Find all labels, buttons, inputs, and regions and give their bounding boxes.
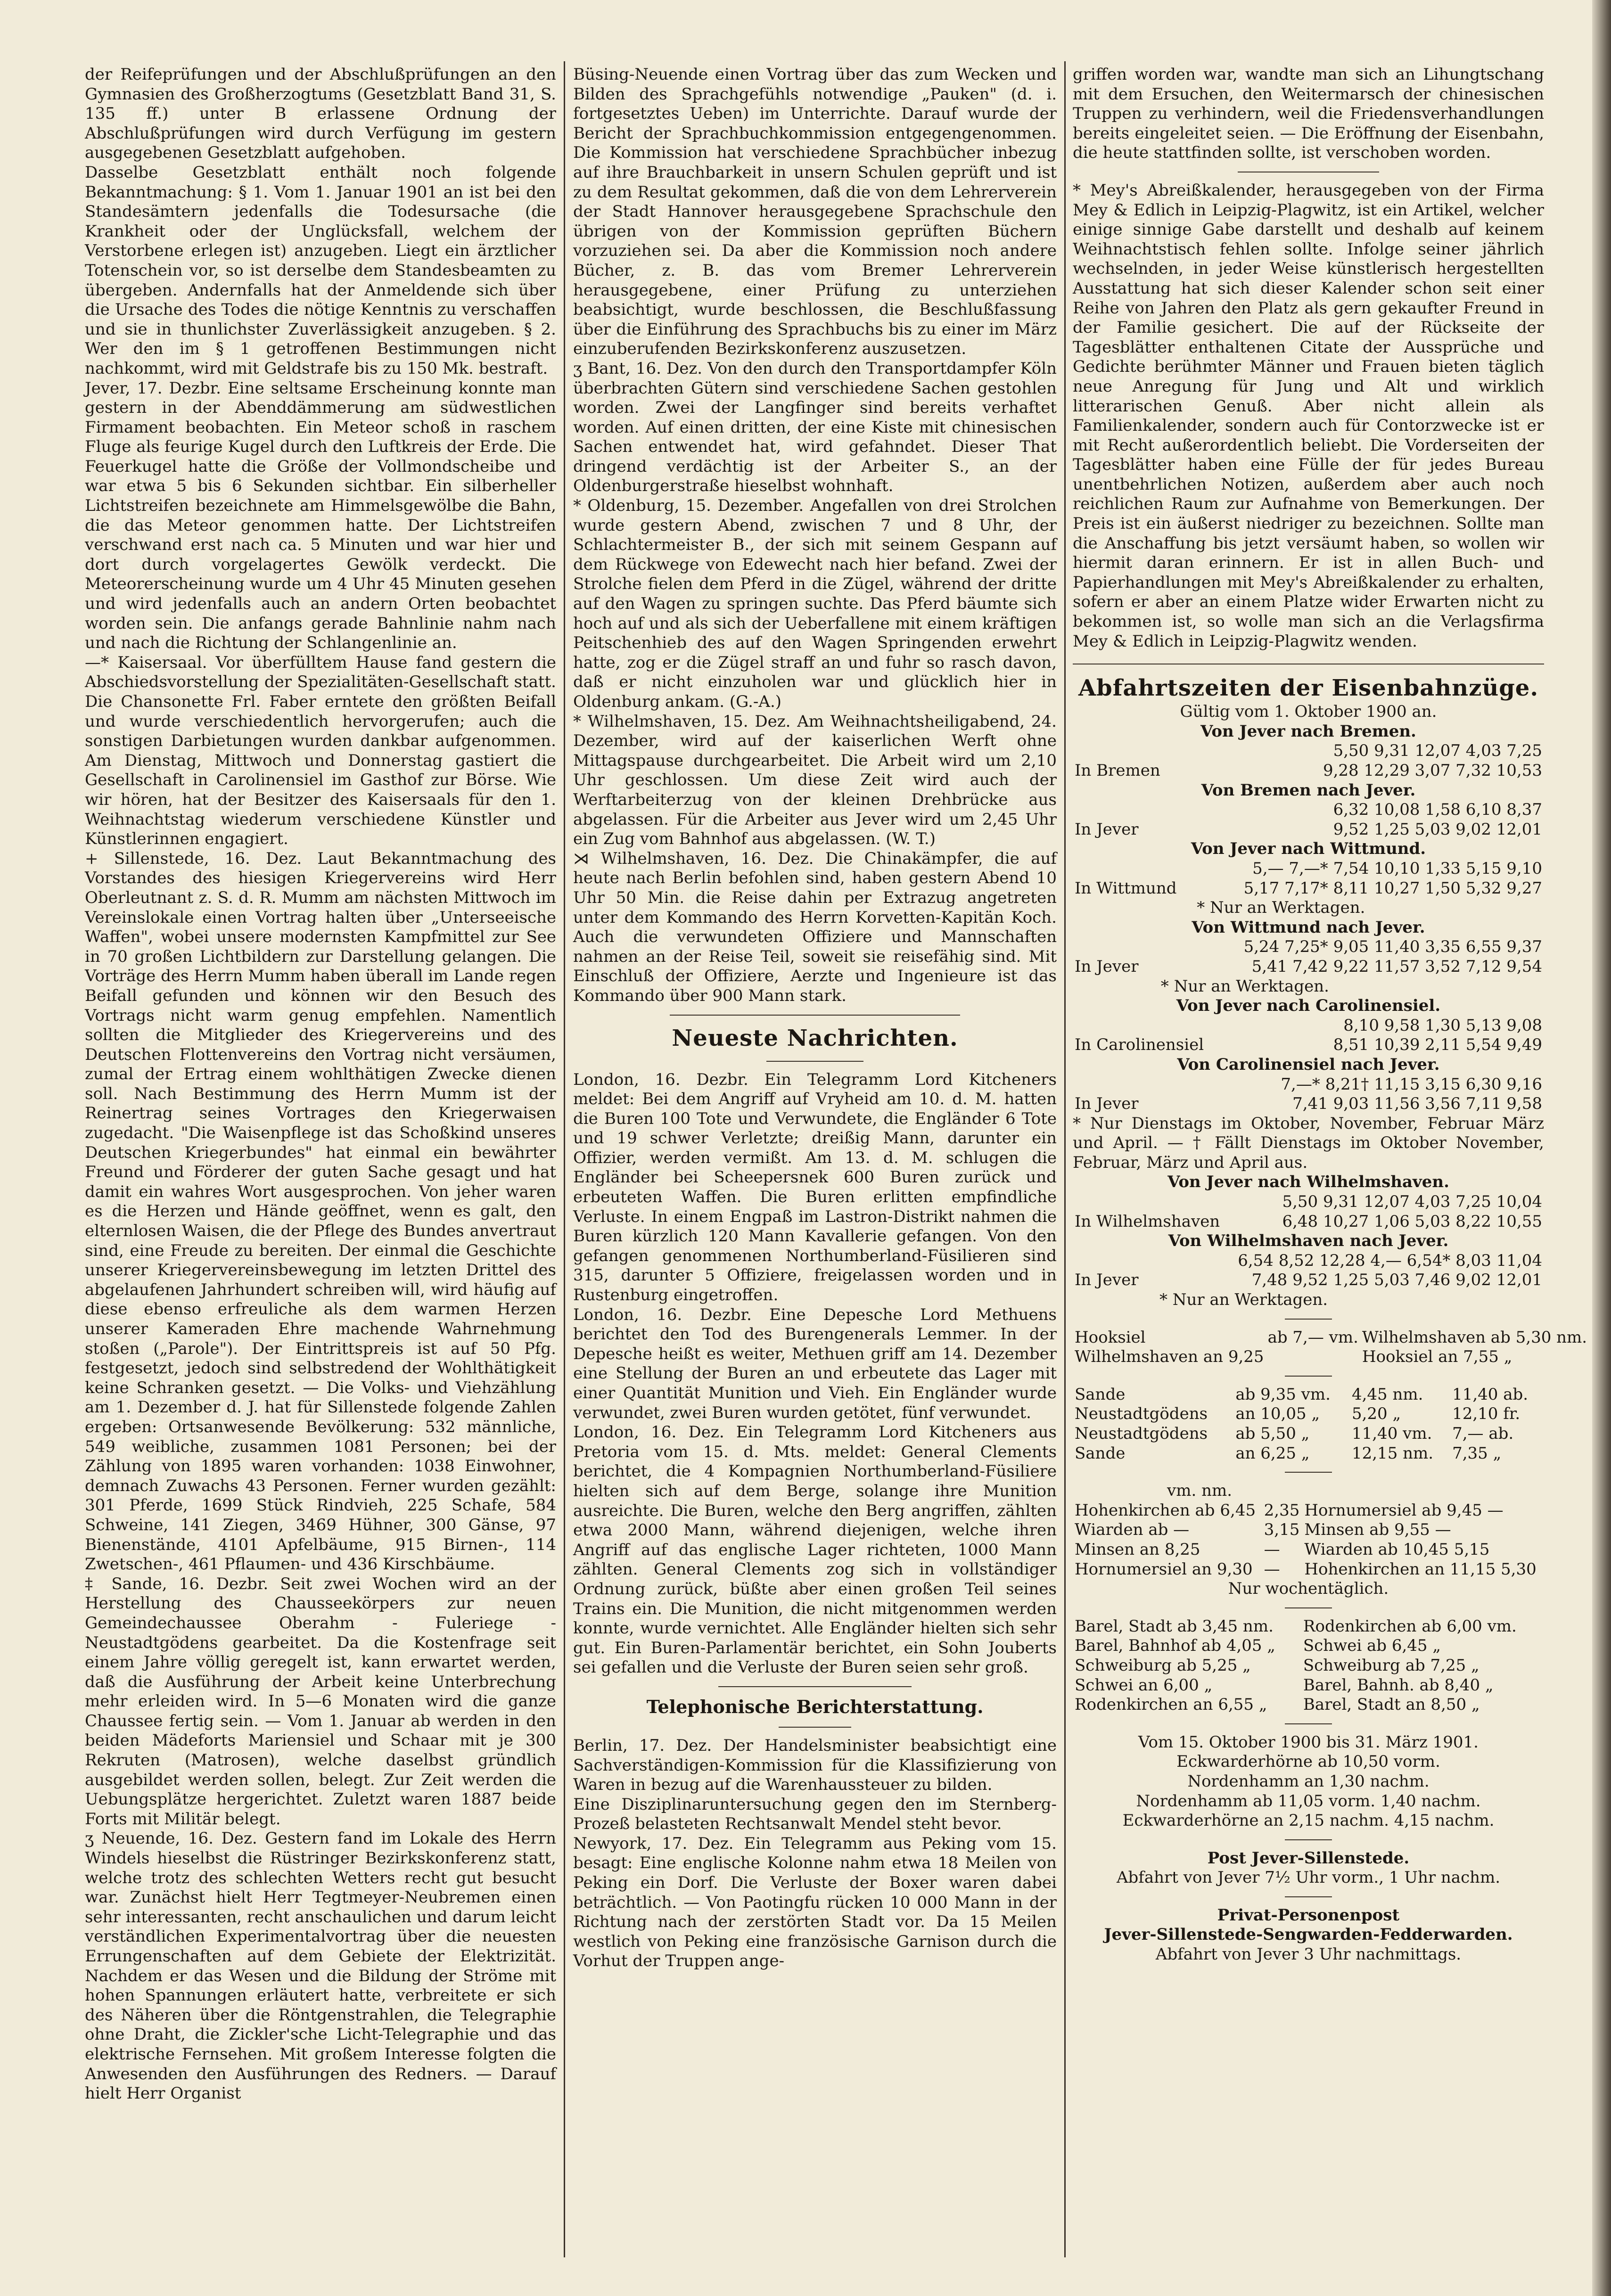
timetable-route-heading: Von Carolinensiel nach Jever.: [1177, 1055, 1440, 1074]
article-paragraph: Büsing-Neuende einen Vortrag über das zum Wecken und Bilden des Sprachgefühls notwendige „Pauken" (d. i. fortgesetztes Ueben) im Unterrichte. Darauf wurde der Bericht der Sprachbuchkommission entgegengenommen. Die Kommission hat verschiedene Sprachbücher inbezug auf ihre Brauchbarkeit in unsern Schulen geprüft und ist zu dem Resultat gekommen, daß die von dem Lehrerverein der Stadt Hannover herausgegebene Sprachschule den übrigen von der Kommission geprüften Büchern vorzuziehen sei. Da aber die Kommission noch andere Bücher, z. B. das vom Bremer Lehrerverein herausgegebene, einer Prüfung zu unterziehen beabsichtigt, wurde beschlossen, die Beschlußfassung über die Einführung des Sprachbuchs bis zu einer im März einzuberufenden Bezirkskonferenz auszusetzen.: [573, 65, 1057, 359]
timetable-rows: [1073, 1251, 1544, 1310]
station: [1073, 1290, 1158, 1310]
times: 4,45 nm.: [1351, 1385, 1423, 1404]
timetable-route-heading: Von Bremen nach Jever.: [1201, 780, 1416, 800]
times: ab 5,50 „: [1235, 1424, 1310, 1443]
timetable-valid: Gültig vom 1. Oktober 1900 an.: [1180, 702, 1437, 722]
column-3: [1073, 65, 1587, 1965]
times: 5,17 7,17* 8,11 10,27 1,50 5,32 9,27: [1243, 878, 1542, 898]
times: Hornumersiel an 9,30: [1075, 1559, 1253, 1579]
times: ab 7,— vm.: [1267, 1328, 1358, 1347]
station: In Jever: [1075, 957, 1139, 976]
times: 8,10 9,58 1,30 5,13 9,08: [1343, 1016, 1542, 1035]
times: Schweiburg ab 7,25 „: [1303, 1656, 1479, 1675]
times: Schwei an 6,00 „: [1075, 1675, 1213, 1695]
timetable-section: [1073, 996, 1544, 1055]
station: Neustadtgödens: [1075, 1424, 1208, 1443]
times: Hooksiel an 7,55 „: [1362, 1347, 1512, 1367]
station: [1073, 1251, 1158, 1271]
times: 6,48 10,27 1,06 5,03 8,22 10,55: [1282, 1212, 1542, 1231]
station: In Bremen: [1075, 761, 1160, 780]
timetable-section: [1073, 781, 1544, 840]
timetable-route-heading: Von Wilhelmshaven nach Jever.: [1168, 1231, 1449, 1251]
times: 7,—* 8,21† 11,15 3,15 6,30 9,16: [1281, 1074, 1542, 1094]
timetable-section: [1073, 1231, 1544, 1310]
column-rule-1: [564, 61, 565, 2257]
werktaeglich-note: Nur wochentäglich.: [1228, 1579, 1389, 1599]
eckwarden-line: Eckwarderhörne ab 10,50 vorm.: [1176, 1752, 1440, 1771]
privat-heading: Privat-Personenpost: [1217, 1905, 1400, 1925]
station: [1073, 937, 1159, 957]
article-oldenburg: * Oldenburg, 15. Dezember. Angefallen von drei Strolchen wurde gestern Abend, zwischen 7 und 8 Uhr, der Schlachtermeister B., der sich mit seinem Gespann auf dem Rückwege von Edewecht nach hier befand. Zwei der Strolche fielen dem Pferd in die Zügel, während der dritte auf den Wagen zu springen suchte. Das Pferd bäumte sich hoch auf und als sich der Ueberfallene mit einem kräftigen Peitschenhieb des auf den Wagen Springenden erwehrt hatte, zog er die Zügel straff an und fuhr so rasch davon, daß er nicht einzuholen war und glücklich hier in Oldenburg ankam. (G.-A.): [573, 496, 1057, 711]
times: 11,40 ab.: [1452, 1385, 1529, 1404]
station: [1073, 1075, 1168, 1095]
station: Sande: [1075, 1385, 1126, 1404]
barel-table: [1073, 1617, 1544, 1715]
footnote: * Nur an Werktagen.: [1160, 976, 1329, 996]
section-divider: [1285, 1319, 1332, 1320]
times: 7,— ab.: [1452, 1424, 1514, 1443]
section-divider: [1285, 1376, 1332, 1377]
footnote: * Nur an Werktagen.: [1159, 1290, 1328, 1310]
section-divider: [670, 1015, 960, 1016]
times: Wiarden ab —: [1075, 1520, 1190, 1540]
article-paragraph: Dasselbe Gesetzblatt enthält noch folgende Bekanntmachung: § 1. Vom 1. Januar 1901 an ist bei den Standesämtern jedenfalls die Todesursache (die Krankheit oder der Unglücksfall, welchem der Verstorbene erlegen ist) anzugeben. Liegt ein ärztlicher Totenschein vor, so ist derselbe dem Standesbeamten zu übergeben. Andernfalls hat der Anmeldende sich über die Ursache des Todes die nötige Kenntnis zu verschaffen und sie in thunlichster Zuverlässigkeit anzugeben. § 2. Wer den im § 1 getroffenen Bestimmungen nicht nachkommt, wird mit Geldstrafe bis zu 150 Mk. bestraft.: [85, 163, 556, 378]
station: Sande: [1075, 1443, 1126, 1463]
timetable-section: [1073, 918, 1544, 996]
footnote: * Nur an Werktagen.: [1197, 898, 1365, 918]
station: Wilhelmshaven an 9,25: [1075, 1347, 1264, 1367]
section-heading-telephonische: Telephonische Berichterstattung.: [646, 1696, 984, 1717]
eckwarden-line: Vom 15. Oktober 1900 bis 31. März 1901.: [1138, 1732, 1479, 1752]
times: 7,48 9,52 1,25 5,03 7,46 9,02 12,01: [1251, 1271, 1542, 1290]
times: 5,24 7,25* 9,05 11,40 3,35 6,55 9,37: [1243, 937, 1542, 957]
timetable: [1073, 722, 1587, 1965]
station: [1073, 898, 1195, 918]
privat-route: Jever-Sillenstede-Sengwarden-Fedderwarden.: [1104, 1925, 1513, 1944]
eckwarden-line: Nordenhamm an 1,30 nachm.: [1187, 1771, 1430, 1791]
times: 3,15: [1264, 1520, 1300, 1540]
timetable-route-heading: Von Jever nach Carolinensiel.: [1176, 996, 1441, 1016]
station: [1073, 859, 1195, 879]
times: Barel, Bahnh. ab 8,40 „: [1303, 1675, 1494, 1695]
station: In Wilhelmshaven: [1075, 1212, 1220, 1231]
times: Barel, Stadt an 8,50 „: [1303, 1695, 1480, 1714]
station: [1073, 1016, 1254, 1036]
station: In Carolinensiel: [1075, 1035, 1204, 1055]
station: [1073, 1192, 1243, 1212]
times: 11,40 vm.: [1351, 1424, 1432, 1443]
article-bant: ʒ Bant, 16. Dez. Von den durch den Transportdampfer Köln überbrachten Gütern sind verschiedene Sachen gestohlen worden. Zwei der Langfinger sind bereits verhaftet worden. Auf einen dritten, der eine Kiste mit chinesischen Sachen entwendet hat, wird gefahndet. Dieser That dringend verdächtig ist der Arbeiter S., an der Oldenburgerstraße hieselbst wohnhaft.: [573, 359, 1057, 496]
post-line: Abfahrt von Jever 7½ Uhr vorm., 1 Uhr nachm.: [1116, 1868, 1501, 1887]
times: —: [1264, 1540, 1280, 1559]
station: Neustadtgödens: [1075, 1404, 1208, 1424]
times: 5,50 9,31 12,07 4,03 7,25 10,04: [1282, 1192, 1542, 1212]
article-mey-abreisskalender: * Mey's Abreißkalender, herausgegeben von der Firma Mey & Edlich in Leipzig-Plagwitz, ist ein Artikel, welcher einige sinnige Gabe darstellt und deshalb auf keinem Weihnachtstisch fehlen sollte. Infolge seiner jährlich wechselnden, in jeder Weise künstlerisch hergestellten Ausstattung hat sich dieser Kalender schon seit einer Reihe von Jahren den Platz als gern gekaufter Freund in der Familie gesichert. Die auf der Rückseite der Tagesblätter enthaltenen Citate der Aussprüche und Gedichte berühmter Männer und Frauen bieten täglich neue Anregung für Jung und Alt und wirklich litterarischen Genuß. Aber nicht allein als Familienkalender, sondern auch für Contorzwecke ist er mit Recht außerordentlich beliebt. Die Vorderseiten der Tagesblätter haben eine Fülle der für jedes Bureau unentbehrlichen Notizen, außerdem aber auch noch reichlichen Raum zur Aufnahme von Bemerkungen. Der Preis ist ein äußerst niedriger zu bezeichnen. Sollte man die Anschaffung bis jetzt versäumt haben, so wollen wir hiermit daran erinnern. Er ist in allen Buch- und Papierhandlungen mit Mey's Abreißkalender zu erhalten, sofern er aber an einem Platze wider Erwarten nicht zu bekommen ist, so wolle man sich an die Verlagsfirma Mey & Edlich in Leipzig-Plagwitz wenden.: [1073, 180, 1544, 651]
times: Schweiburg ab 5,25 „: [1075, 1656, 1251, 1675]
station: Hooksiel: [1075, 1328, 1146, 1347]
times: Rodenkirchen an 6,55 „: [1075, 1695, 1267, 1714]
times: 7,35 „: [1452, 1443, 1502, 1463]
timetable-route-heading: Von Jever nach Wittmund.: [1191, 839, 1426, 859]
article-kaisersaal: —* Kaisersaal. Vor überfülltem Hause fand gestern die Abschiedsvorstellung der Spezialitäten-Gesellschaft statt. Die Chansonette Frl. Faber erntete den größten Beifall und wurde verschiedentlich hervorgerufen; auch die sonstigen Darbietungen wurden dankbar aufgenommen. Am Dienstag, Mittwoch und Donnerstag gastiert die Gesellschaft in Carolinensiel im Gasthof zur Börse. Wie wir hören, hat der Besitzer des Kaisersaals für den 1. Weihnachtstag wiederum verschiedene Künstler und Künstlerinnen engagiert.: [85, 653, 556, 849]
timetable-route-heading: Von Wittmund nach Jever.: [1192, 918, 1425, 937]
section-divider: [1285, 1839, 1332, 1840]
hooksiel-table: [1073, 1328, 1589, 1367]
station: In Jever: [1075, 1094, 1139, 1114]
post-heading: Post Jever-Sillenstede.: [1207, 1848, 1410, 1868]
times: 5,41 7,42 9,22 11,57 3,52 7,12 9,54: [1251, 957, 1542, 976]
section-divider: [1285, 1472, 1332, 1473]
station: [1073, 741, 1208, 761]
times: Barel, Stadt ab 3,45 nm.: [1075, 1616, 1274, 1636]
hohenkirchen-table: [1073, 1501, 1544, 1579]
timetable-rows: [1073, 1016, 1544, 1055]
column-rule-2: [1064, 61, 1066, 2257]
station: In Wittmund: [1075, 878, 1177, 898]
timetable-rows: [1073, 859, 1544, 918]
station: [1073, 800, 1186, 820]
times: an 10,05 „: [1235, 1404, 1320, 1424]
timetable-rows: [1073, 1075, 1544, 1114]
section-divider: [1285, 1896, 1332, 1897]
times: 12,15 nm.: [1351, 1443, 1434, 1463]
news-newyork: Newyork, 17. Dez. Ein Telegramm aus Peking vom 15. besagt: Eine englische Kolonne nahm etwa 18 Meilen von Peking ein Dorf. Die Verluste der Boxer waren dabei beträchtlich. — Von Paotingfu rücken 10 000 Mann in der Richtung nach der zerstörten Stadt vor. Da 15 Meilen westlich von Peking eine französische Garnison durch die Vorhut der Truppen ange-: [573, 1834, 1057, 1971]
section-divider: [766, 1061, 863, 1062]
times: [1266, 1347, 1360, 1367]
page-edge-shadow: [1592, 0, 1611, 2296]
times: 6,32 10,08 1,58 6,10 8,37: [1333, 800, 1542, 820]
timetable-section: [1073, 722, 1544, 781]
times: ab 9,35 vm.: [1235, 1385, 1331, 1404]
times: an 6,25 „: [1235, 1443, 1310, 1463]
times: 7,41 9,03 11,56 3,56 7,11 9,58: [1292, 1094, 1542, 1114]
column-1: [85, 65, 556, 2104]
times: 6,54 8,52 12,28 4,— 6,54* 8,03 11,04: [1238, 1251, 1542, 1270]
times: 8,51 10,39 2,11 5,54 9,49: [1333, 1035, 1542, 1055]
station: [1073, 977, 1159, 997]
timetable-rows: [1073, 800, 1544, 839]
article-paragraph: griffen worden war, wandte man sich an Lihungtschang mit dem Ersuchen, den Weitermarsch der chinesischen Truppen zu verhindern, weil die Friedensverhandlungen bereits eingeleitet seien. — Die Eröffnung der Eisenbahn, die heute stattfinden sollte, ist verschoben worden.: [1073, 65, 1544, 163]
news-london-2: London, 16. Dezbr. Eine Depesche Lord Methuens berichtet den Tod des Burengenerals Lemmer. In der Depesche heißt es weiter, Methuen griff am 14. Dezember eine Stellung der Buren an und erbeutete das Lager mit einer Quantität Munition und Vieh. Ein Engländer wurde verwundet, zwei Buren wurden getötet, fünf verwundet.: [573, 1305, 1057, 1422]
news-london-1: London, 16. Dezbr. Ein Telegramm Lord Kitcheners meldet: Bei dem Angriff auf Vryheid am 10. d. M. hatten die Buren 100 Tote und Verwundete, die Engländer 6 Tote und 19 schwer Verletzte; dreißig Mann, darunter ein Offizier, werden vermißt. Am 13. d. M. schlugen die Engländer bei Scheepersnek 600 Buren zurück und erbeuteten Waffen. Die Buren erlitten empfindliche Verluste. In einem Engpaß im Lastron-Distrikt nahmen die Buren kürzlich 120 Mann Kavallerie gefangen. Von den gefangen genommenen Northumberland-Füsilieren sind 315, darunter 5 Offiziere, freigelassen worden und in Rustenburg eingetroffen.: [573, 1070, 1057, 1305]
station: In Jever: [1075, 820, 1139, 839]
times: Minsen ab 9,55 —: [1304, 1520, 1451, 1540]
section-divider: [779, 1727, 851, 1728]
article-paragraph: der Reifeprüfungen und der Abschlußprüfungen an den Gymnasien des Großherzogtums (Gesetzblatt Band 31, S. 135 ff.) unter B erlassene Ordnung der Abschlußprüfungen wird durch Verfügung im gestern ausgegebenen Gesetzblatt aufgehoben.: [85, 65, 556, 163]
timetable-rows: [1073, 1192, 1544, 1231]
sande-table: [1073, 1385, 1544, 1463]
article-sande: ‡ Sande, 16. Dezbr. Seit zwei Wochen wird an der Herstellung des Chausseekörpers zur neuen Gemeindechaussee Oberahm - Fuleriege - Neustadtgödens gearbeitet. Da die Kostenfrage seit einem Jahre völlig geregelt ist, kann erwartet werden, daß die Ausführung der Arbeit keine Unterbrechung mehr erleiden wird. In 5—6 Monaten wird die ganze Chaussee fertig sein. — Vom 1. Januar ab werden in den beiden Mädeforts Mariensiel und Schaar mit je 300 Rekruten (Matrosen), welche daselbst gründlich ausgebildet werden sollen, belegt. Zur Zeit werden die Uebungsplätze hergerichtet. Zuletzt waren 1887 beide Forts mit Militär belegt.: [85, 1574, 556, 1829]
times: Barel, Bahnhof ab 4,05 „: [1075, 1636, 1275, 1656]
times: Hohenkirchen an 11,15 5,30: [1304, 1559, 1537, 1579]
times: —: [1264, 1559, 1280, 1579]
timetable-title: Abfahrtszeiten der Eisenbahnzüge.: [1078, 675, 1539, 702]
article-sillenstede: + Sillenstede, 16. Dez. Laut Bekanntmachung des Vorstandes des hiesigen Kriegervereins wird Herr Oberleutnant z. S. d. R. Mumm am nächsten Mittwoch im Vereinslokale einen Vortrag halten über „Unterseeische Waffen", wobei unsere modernsten Kampfmittel zur See in 70 großen Lichtbildern zur Darstellung gelangen. Die Vorträge des Herrn Mumm haben überall im Lande regen Beifall gefunden und können wir den Besuch des Vortrags nicht warm genug empfehlen. Namentlich sollten die Mitglieder des Kriegervereins und des Deutschen Flottenvereins den Vortrag nicht versäumen, zumal der Ertrag einem wohlthätigen Zwecke dienen soll. Nach Bestimmung des Herrn Mumm ist der Reinertrag seines Vortrages den Kriegerwaisen zugedacht. "Die Waisenpflege ist das Schoßkind unseres Deutschen Kriegerbundes" hat einmal ein bewährter Freund und Förderer der guten Sache gesagt und hat damit ein wahres Wort ausgesprochen. Von jeher waren es die Herzen und Hände geöffnet, wenn es galt, den elternlosen Waisen, die der Pflege des Bundes anvertraut sind, eine Freude zu bereiten. Der einmal die Geschichte unserer Kriegervereinsbewegung im letzten Drittel des abgelaufenen Jahrhundert schreiben will, wird häufig auf diese ebenso erfreuliche als dem warmen Herzen unserer Kameraden Ehre machende Wahrnehmung stoßen („Parole"). Der Eintrittspreis ist auf 50 Pfg. festgesetzt, jedoch sind selbstredend der Wohlthätigkeit keine Schranken gesetzt. — Die Volks- und Viehzählung am 1. Dezember d. J. hat für Sillenstede folgende Zahlen ergeben: Ortsanwesende Bevölkerung: 532 männliche, 549 weibliche, zusammen 1081 Personen; bei der Zählung von 1895 waren vorhanden: 1038 Einwohner, demnach Zuwachs 43 Personen. Ferner wurden gezählt: 301 Pferde, 1699 Stück Rindvieh, 225 Schafe, 584 Schweine, 141 Ziegen, 3469 Hühner, 300 Gänse, 97 Bienenstände, 4101 Apfelbäume, 915 Birnen-, 114 Zwetschen-, 461 Pflaumen- und 436 Kirschbäume.: [85, 849, 556, 1574]
times: Minsen an 8,25: [1075, 1540, 1200, 1559]
timetable-section: [1073, 1173, 1544, 1231]
article-wilhelmshaven: * Wilhelmshaven, 15. Dez. Am Weihnachtsheiligabend, 24. Dezember, wird auf der kaiserlichen Werft ohne Mittagspause durchgearbeitet. Die Arbeit wird um 2,10 Uhr geschlossen. Um diese Zeit wird auch der Werftarbeiterzug von der kleinen Drehbrücke aus abgelassen. Für die Arbeiter aus Jever wird um 2,45 Uhr ein Zug vom Bahnhof aus abgelassen. (W. T.): [573, 712, 1057, 849]
station: In Jever: [1075, 1271, 1139, 1290]
times: Wilhelmshaven ab 5,30 nm.: [1362, 1328, 1587, 1347]
news-berlin: Berlin, 17. Dez. Der Handelsminister beabsichtigt eine Sachverständigen-Kommission für die Klassifizierung von Waren in bezug auf die Warenhaussteuer zu bilden.: [573, 1736, 1057, 1795]
footnote: * Nur Dienstags im Oktober, November, Februar März und April. — † Fällt Dienstags im Oktober November, Februar, März und April aus.: [1073, 1114, 1544, 1172]
timetable-route-heading: Von Jever nach Bremen.: [1200, 722, 1416, 741]
article-jever-meteor: Jever, 17. Dezbr. Eine seltsame Erscheinung konnte man gestern in der Abenddämmerung am südwestlichen Firmament beobachten. Ein Meteor schoß in raschem Fluge als feurige Kugel durch den Luftkreis der Erde. Die Feuerkugel hatte die Größe der Vollmondscheibe und war etwa 5 bis 6 Sekunden sichtbar. Ein silberheller Lichtstreifen bezeichnete am Himmelsgewölbe die Bahn, die das Meteor genommen hatte. Der Lichtstreifen verschwand erst nach ca. 5 Minuten und war hier und dort durch vorgelagertes Gewölk verdeckt. Die Meteorerscheinung wurde um 4 Uhr 45 Minuten gesehen und wird jedenfalls auch an andern Orten beobachtet worden sein. Die anfangs gerade Bahnlinie nahm nach und nach die Richtung der Schlangenlinie an.: [85, 378, 556, 653]
column-2: [573, 65, 1057, 1971]
timetable-section: [1073, 1055, 1544, 1173]
section-divider: [1285, 1723, 1332, 1724]
times: 2,35: [1264, 1501, 1300, 1520]
timetable-rows: [1073, 741, 1544, 780]
times: 12,10 fr.: [1452, 1404, 1521, 1424]
news-london-3: London, 16. Dez. Ein Telegramm Lord Kitcheners aus Pretoria vom 15. d. Mts. meldet: General Clements berichtet, die 4 Kompagnien Northumberland-Füsiliere hielten sich auf dem Berge, solange ihre Munition ausreichte. Die Buren, welche den Berg angriffen, zählten etwa 2000 Mann, während diejenigen, welche ihren Angriff auf das englische Lager richteten, 1000 Mann zählten. General Clements zog sich in vollständiger Ordnung zurück, büßte aber einen großen Teil seines Trains ein. Die Munition, die nicht mitgenommen werden konnte, wurde vernichtet. Alle Engländer hielten sich sehr gut. Ein Buren-Parlamentär berichtet, ein Sohn Jouberts sei gefallen und die Verluste der Buren seien sehr groß.: [573, 1423, 1057, 1677]
times: Rodenkirchen ab 6,00 vm.: [1303, 1616, 1517, 1636]
times: Hohenkirchen ab 6,45: [1075, 1501, 1256, 1520]
section-divider: [718, 1686, 912, 1687]
eckwarden-line: Eckwarderhörne an 2,15 nachm. 4,15 nachm.: [1122, 1811, 1495, 1830]
times: 5,20 „: [1351, 1404, 1401, 1424]
section-heading-neueste-nachrichten: Neueste Nachrichten.: [672, 1025, 958, 1051]
timetable-route-heading: Von Jever nach Wilhelmshaven.: [1167, 1173, 1449, 1192]
times: Hornumersiel ab 9,45 —: [1304, 1501, 1504, 1520]
article-neuende: ʒ Neuende, 16. Dez. Gestern fand im Lokale des Herrn Windels hieselbst die Rüstringer Bezirkskonferenz statt, welche trotz des schlechten Wetters recht gut besucht war. Zunächst hielt Herr Tegtmeyer-Neubremen einen sehr interessanten, recht anschaulichen und darum leicht verständlichen Experimentalvortrag über die neuesten Errungenschaften auf dem Gebiete der Elektrizität. Nachdem er das Wesen und die Bildung der Ströme mit hohen Spannungen erläutert hatte, verbreitete er sich des Näheren über die Röntgenstrahlen, die Telegraphie ohne Draht, die Zickler'sche Licht-Telegraphie und das elektrische Fernsehen. Mit großem Interesse folgten die Anwesenden den Ausführungen des Redners. — Darauf hielt Herr Organist: [85, 1829, 556, 2103]
news-paragraph: Eine Disziplinaruntersuchung gegen den im Sternberg-Prozeß belasteten Rechtsanwalt Mendel steht bevor.: [573, 1795, 1057, 1834]
section-divider: [1285, 1607, 1332, 1608]
timetable-section: [1073, 839, 1544, 918]
timetable-rows: [1073, 937, 1544, 996]
times: Wiarden ab 10,45 5,15: [1304, 1540, 1490, 1559]
times: 5,— 7,—* 7,54 10,10 1,33 5,15 9,10: [1252, 859, 1542, 878]
times: Schwei ab 6,45 „: [1303, 1636, 1441, 1656]
times: 5,50 9,31 12,07 4,03 7,25: [1333, 741, 1542, 761]
times: 9,52 1,25 5,03 9,02 12,01: [1333, 820, 1542, 839]
hohenkirchen-header: vm. nm.: [1167, 1481, 1233, 1501]
article-wilhelmshaven-china: ⋊ Wilhelmshaven, 16. Dez. Die Chinakämpfer, die auf heute nach Berlin befohlen sind, haben gestern Abend 10 Uhr 50 Min. die Reise dahin per Extrazug angetreten unter dem Kommando des Herrn Korvetten-Kapitän Koch. Auch die verwundeten Offiziere und Mannschaften nahmen an der Reise Teil, soweit sie reisefähig sind. Mit Einschluß der Offiziere, Aerzte und Ingenieure ist das Kommando über 900 Mann stark.: [573, 849, 1057, 1005]
eckwarden-line: Nordenhamm ab 11,05 vorm. 1,40 nachm.: [1136, 1791, 1481, 1811]
privat-line: Abfahrt von Jever 3 Uhr nachmittags.: [1155, 1945, 1462, 1964]
times: 9,28 12,29 3,07 7,32 10,53: [1323, 761, 1542, 780]
